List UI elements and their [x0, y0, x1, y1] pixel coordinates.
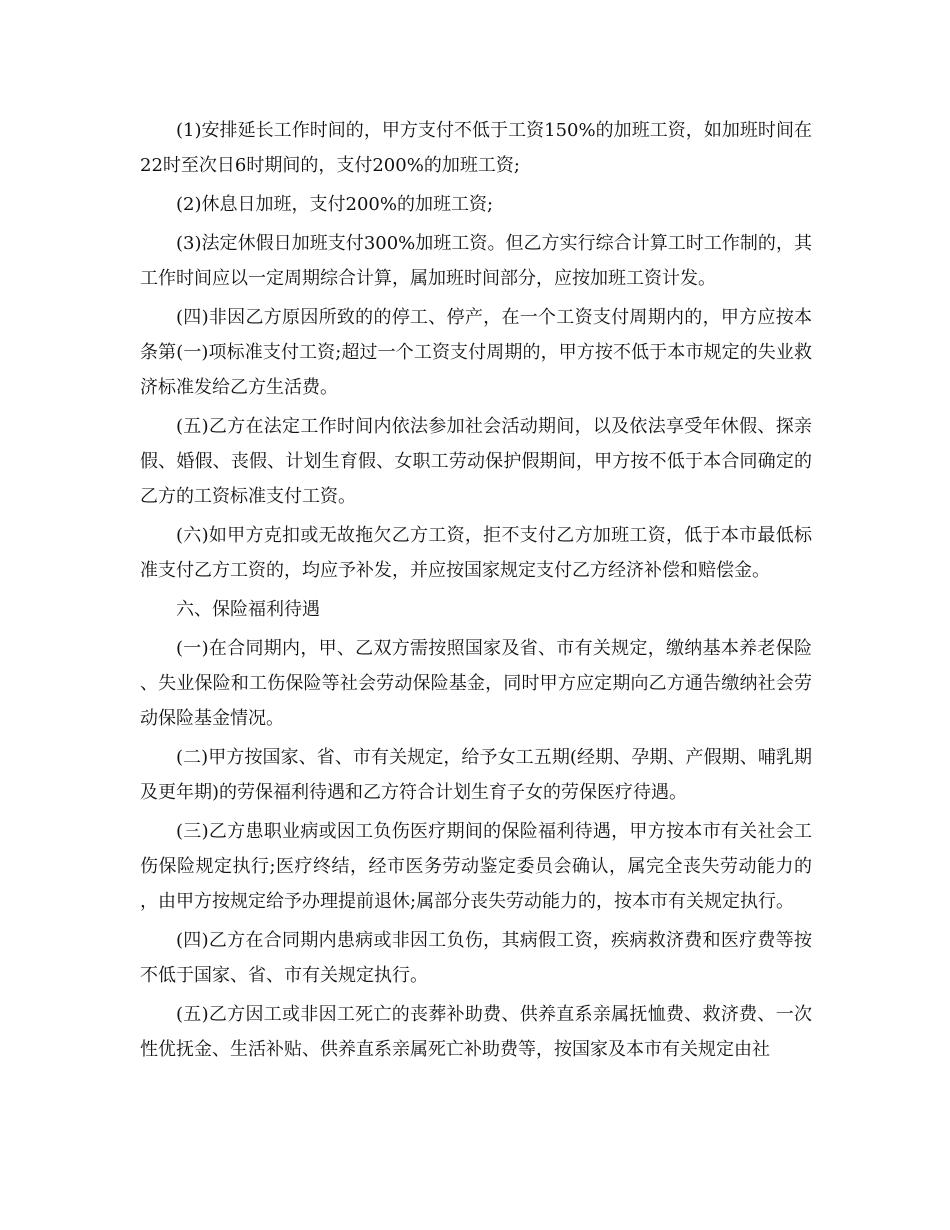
paragraph-occupational-injury: (三)乙方患职业病或因工负伤医疗期间的保险福利待遇，甲方按本市有关社会工伤保险规定执行;医疗终结，经市医务劳动鉴定委员会确认，属完全丧失劳动能力的，由甲方按规定给予办理提前退休;属部分丧失劳动能力的，按本市有关规定执行。	[140, 821, 812, 912]
paragraph-work-stoppage: (四)非因乙方原因所致的的停工、停产，在一个工资支付周期内的，甲方应按本条第(一)项标准支付工资;超过一个工资支付周期的，甲方按不低于本市规定的失业救济标准发给乙方生活费。	[140, 307, 812, 398]
paragraph-death-benefits: (五)乙方因工或非因工死亡的丧葬补助费、供养直系亲属抚恤费、救济费、一次性优抚金、生活补贴、供养直系亲属死亡补助费等，按国家及本市有关规定由社	[140, 1004, 812, 1060]
paragraph-holiday-overtime: (3)法定休假日加班支付300%加班工资。但乙方实行综合计算工时工作制的，其工作时间应以一定周期综合计算，属加班时间部分，应按加班工资计发。	[140, 233, 812, 289]
paragraph-legal-leave-pay: (五)乙方在法定工作时间内依法参加社会活动期间，以及依法享受年休假、探亲假、婚假、丧假、计划生育假、女职工劳动保护假期间，甲方按不低于本合同确定的乙方的工资标准支付工资。	[140, 416, 812, 507]
paragraph-female-worker-welfare: (二)甲方按国家、省、市有关规定，给予女工五期(经期、孕期、产假期、哺乳期及更年期)的劳保福利待遇和乙方符合计划生育子女的劳保医疗待遇。	[140, 747, 812, 803]
paragraph-wage-arrears: (六)如甲方克扣或无故拖欠乙方工资，拒不支付乙方加班工资，低于本市最低标准支付乙方工资的，均应予补发，并应按国家规定支付乙方经济补偿和赔偿金。	[140, 525, 812, 581]
section-heading-insurance-welfare: 六、保险福利待遇	[176, 599, 320, 620]
paragraph-overtime-extension: (1)安排延长工作时间的，甲方支付不低于工资150%的加班工资，如加班时间在22时至次日6时期间的，支付200%的加班工资;	[140, 120, 812, 176]
document-body	[140, 113, 812, 1071]
paragraph-sick-leave: (四)乙方在合同期内患病或非因工负伤，其病假工资，疾病救济费和医疗费等按不低于国家、省、市有关规定执行。	[140, 930, 812, 986]
paragraph-rest-day-overtime: (2)休息日加班，支付200%的加班工资;	[176, 194, 494, 215]
paragraph-social-insurance: (一)在合同期内，甲、乙双方需按照国家及省、市有关规定，缴纳基本养老保险、失业保险和工伤保险等社会劳动保险基金，同时甲方应定期向乙方通告缴纳社会劳动保险基金情况。	[140, 638, 812, 729]
